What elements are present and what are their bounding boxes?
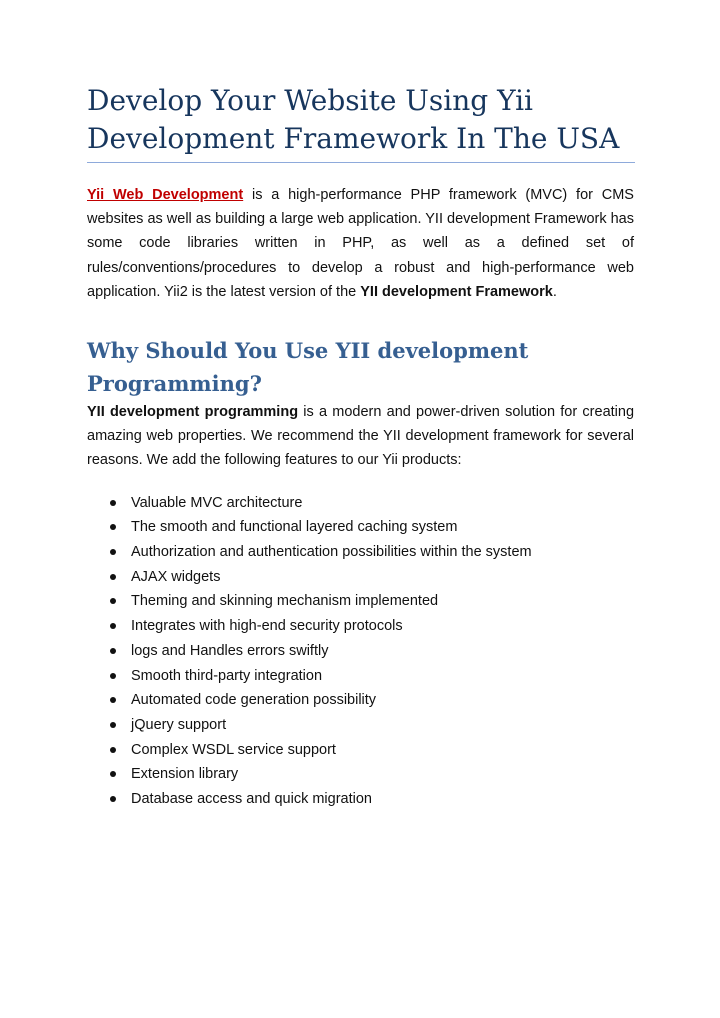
list-item-label: logs and Handles errors swiftly [131,642,329,659]
list-item [87,565,634,590]
bullet-icon [110,623,116,629]
title-line-2: Development Framework In The USA [87,122,620,155]
list-item-label: jQuery support [131,716,227,733]
bullet-icon [110,549,116,555]
intro-bold-text: YII development Framework [360,283,553,300]
list-item [87,713,634,738]
section-heading [87,334,634,400]
title-line-1: Develop Your Website Using Yii [87,84,533,117]
section-heading-line-1: Why Should You Use YII development [87,338,529,364]
bullet-icon [110,747,116,753]
list-item-label: Extension library [131,766,239,783]
bullet-icon [110,598,116,604]
bullet-icon [110,697,116,703]
bullet-icon [110,648,116,654]
bullet-icon [110,524,116,530]
section-paragraph [87,400,634,473]
list-item [87,491,634,516]
list-item [87,639,634,664]
list-item-label: Valuable MVC architecture [131,494,303,511]
list-item-label: Integrates with high-end security protocols [131,618,403,635]
list-item-label: Smooth third-party integration [131,667,323,684]
intro-paragraph [87,183,634,304]
list-item-label: Theming and skinning mechanism implemented [131,593,439,610]
list-item [87,515,634,540]
list-item [87,762,634,787]
bullet-icon [110,722,116,728]
section-heading-line-2: Programming? [87,371,262,397]
section-bold-lead: YII development programming [87,404,299,421]
section-text: is a modern and power-driven solution for creating amazing web properties. We recommend the YII development framework for several reasons. We add the following features to our Yii products: [87,404,635,469]
list-item-label: Automated code generation possibility [131,692,377,709]
list-item [87,540,634,565]
list-item-label: Complex WSDL service support [131,741,336,758]
list-item [87,664,634,689]
list-item [87,787,634,812]
list-item [87,589,634,614]
yii-web-development-link[interactable]: Yii Web Development [87,187,244,203]
list-item [87,688,634,713]
bullet-icon [110,673,116,679]
intro-text-1: is a high-performance PHP framework (MVC) for CMS websites as well as building a large web application. YII development Framework has some code libraries written in PHP, as well as a defined set of rules/conventions/procedures to develop a robust and high-performance web application. Yii2 is the latest version of the [87,187,634,300]
list-item [87,738,634,763]
page-title [87,82,634,162]
list-item-label: The smooth and functional layered caching system [131,519,458,536]
bullet-icon [110,796,116,802]
list-item-label: Database access and quick migration [131,791,372,808]
features-list [87,491,634,812]
bullet-icon [110,771,116,777]
bullet-icon [110,500,116,506]
title-divider [87,162,635,163]
document-body [87,82,634,812]
list-item-label: AJAX widgets [131,568,221,585]
list-item-label: Authorization and authentication possibilities within the system [131,544,532,561]
list-item [87,614,634,639]
bullet-icon [110,574,116,580]
intro-text-2: . [552,283,557,300]
